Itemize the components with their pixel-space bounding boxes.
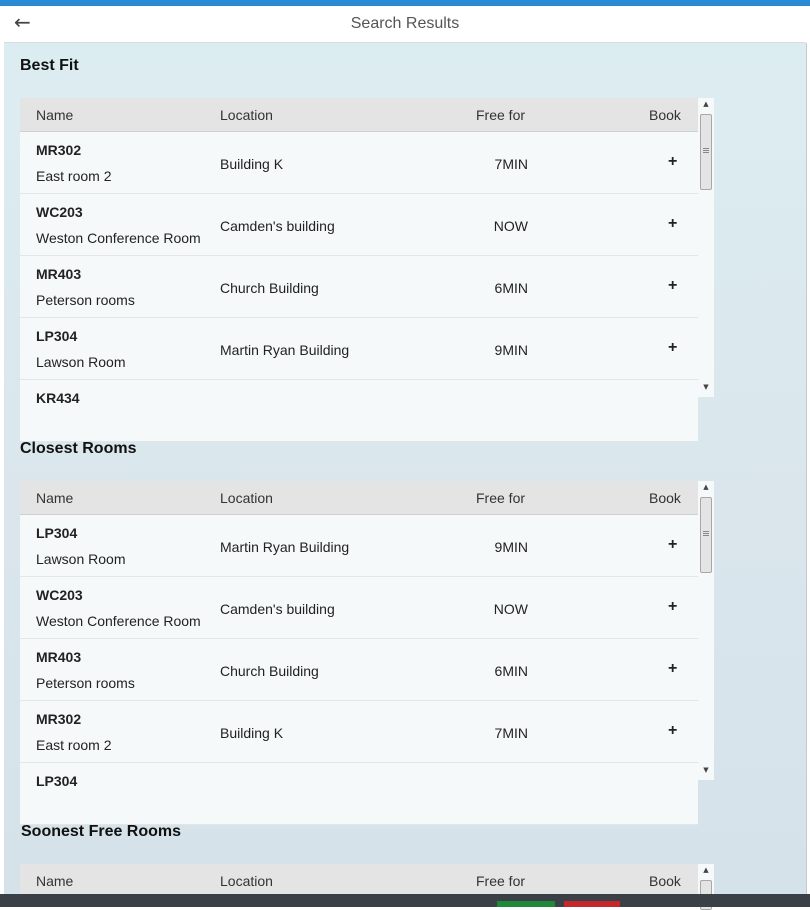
- room-free-for: 7MIN: [494, 156, 528, 172]
- book-plus-button[interactable]: +: [668, 215, 678, 232]
- book-plus-button[interactable]: +: [668, 660, 678, 677]
- room-description: Peterson rooms: [36, 292, 135, 308]
- room-description: Weston Conference Room: [36, 613, 201, 629]
- room-location: Camden's building: [220, 218, 335, 234]
- best-fit-table: [20, 98, 714, 406]
- book-plus-button[interactable]: +: [668, 153, 678, 170]
- book-plus-button[interactable]: +: [668, 598, 678, 615]
- table-header: [20, 864, 698, 898]
- table-row[interactable]: [20, 132, 698, 194]
- room-code: WC203: [36, 204, 83, 220]
- table-row[interactable]: [20, 763, 698, 825]
- room-location: Church Building: [220, 280, 319, 296]
- scroll-down-arrow-icon[interactable]: ▼: [703, 383, 709, 391]
- table-scrollbar[interactable]: [698, 481, 714, 780]
- scrollbar-thumb[interactable]: [700, 114, 712, 190]
- room-code: LP304: [36, 328, 78, 344]
- table-row[interactable]: [20, 515, 698, 577]
- room-free-for: 7MIN: [494, 725, 528, 741]
- room-description: East room 2: [36, 737, 112, 753]
- page-title: Search Results: [350, 15, 460, 32]
- scrollbar-thumb[interactable]: [700, 497, 712, 573]
- table-row[interactable]: [20, 577, 698, 639]
- room-free-for: 9MIN: [494, 342, 528, 358]
- column-header-book[interactable]: Book: [649, 490, 681, 506]
- room-free-for: 6MIN: [494, 280, 528, 296]
- column-header-name[interactable]: Name: [36, 490, 74, 506]
- table-row[interactable]: [20, 701, 698, 763]
- table-row[interactable]: [20, 380, 698, 442]
- room-code: MR403: [36, 266, 82, 282]
- column-header-book[interactable]: Book: [649, 873, 681, 889]
- room-free-for: 9MIN: [494, 539, 528, 555]
- table-header: [20, 98, 698, 132]
- column-header-book[interactable]: Book: [649, 107, 681, 123]
- book-plus-button[interactable]: +: [668, 339, 678, 356]
- room-code: MR302: [36, 142, 82, 158]
- room-code: LP304: [36, 525, 78, 541]
- column-header-free-for[interactable]: Free for: [476, 107, 526, 123]
- room-description: East room 2: [36, 168, 112, 184]
- room-code: WC203: [36, 587, 83, 603]
- column-header-free-for[interactable]: Free for: [476, 490, 526, 506]
- table-row[interactable]: [20, 256, 698, 318]
- room-location: Church Building: [220, 663, 319, 679]
- table-row[interactable]: [20, 194, 698, 256]
- table-header: [20, 481, 698, 515]
- confirm-button[interactable]: [497, 901, 555, 907]
- column-header-free-for[interactable]: Free for: [476, 873, 526, 889]
- room-location: Martin Ryan Building: [220, 539, 350, 555]
- room-location: Camden's building: [220, 601, 335, 617]
- table-scrollbar[interactable]: [698, 98, 714, 397]
- section-title-soonest-free-rooms: Soonest Free Rooms: [21, 823, 182, 840]
- room-description: Lawson Room: [36, 354, 126, 370]
- column-header-name[interactable]: Name: [36, 873, 74, 889]
- room-location: Building K: [220, 156, 284, 172]
- book-plus-button[interactable]: +: [668, 277, 678, 294]
- room-free-for: 6MIN: [494, 663, 528, 679]
- scroll-up-arrow-icon[interactable]: ▲: [703, 866, 709, 874]
- table-body: [20, 515, 698, 825]
- header-bar: [4, 6, 806, 43]
- column-header-location[interactable]: Location: [220, 107, 273, 123]
- room-code: MR403: [36, 649, 82, 665]
- room-description: Lawson Room: [36, 551, 126, 567]
- room-description: Weston Conference Room: [36, 230, 201, 246]
- scroll-up-arrow-icon[interactable]: ▲: [703, 483, 709, 491]
- column-header-location[interactable]: Location: [220, 490, 273, 506]
- window-edge: [806, 43, 810, 894]
- section-title-best-fit: Best Fit: [20, 57, 79, 74]
- section-title-closest-rooms: Closest Rooms: [20, 440, 137, 457]
- back-arrow-icon[interactable]: ←: [14, 10, 31, 34]
- column-header-location[interactable]: Location: [220, 873, 273, 889]
- closest-rooms-table: [20, 481, 714, 789]
- room-location: Martin Ryan Building: [220, 342, 350, 358]
- room-code: MR302: [36, 711, 82, 727]
- table-row[interactable]: [20, 318, 698, 380]
- cancel-button[interactable]: [564, 901, 620, 907]
- column-header-name[interactable]: Name: [36, 107, 74, 123]
- room-code: LP304: [36, 773, 78, 789]
- bottom-action-bar: [0, 894, 810, 907]
- scroll-up-arrow-icon[interactable]: ▲: [703, 100, 709, 108]
- room-location: Building K: [220, 725, 284, 741]
- room-description: Peterson rooms: [36, 675, 135, 691]
- table-row[interactable]: [20, 639, 698, 701]
- room-free-for: NOW: [493, 218, 528, 234]
- results-content[interactable]: [4, 43, 806, 894]
- scroll-down-arrow-icon[interactable]: ▼: [703, 766, 709, 774]
- table-body: [20, 132, 698, 442]
- room-code: KR434: [36, 390, 80, 406]
- book-plus-button[interactable]: +: [668, 536, 678, 553]
- room-free-for: NOW: [493, 601, 528, 617]
- book-plus-button[interactable]: +: [668, 722, 678, 739]
